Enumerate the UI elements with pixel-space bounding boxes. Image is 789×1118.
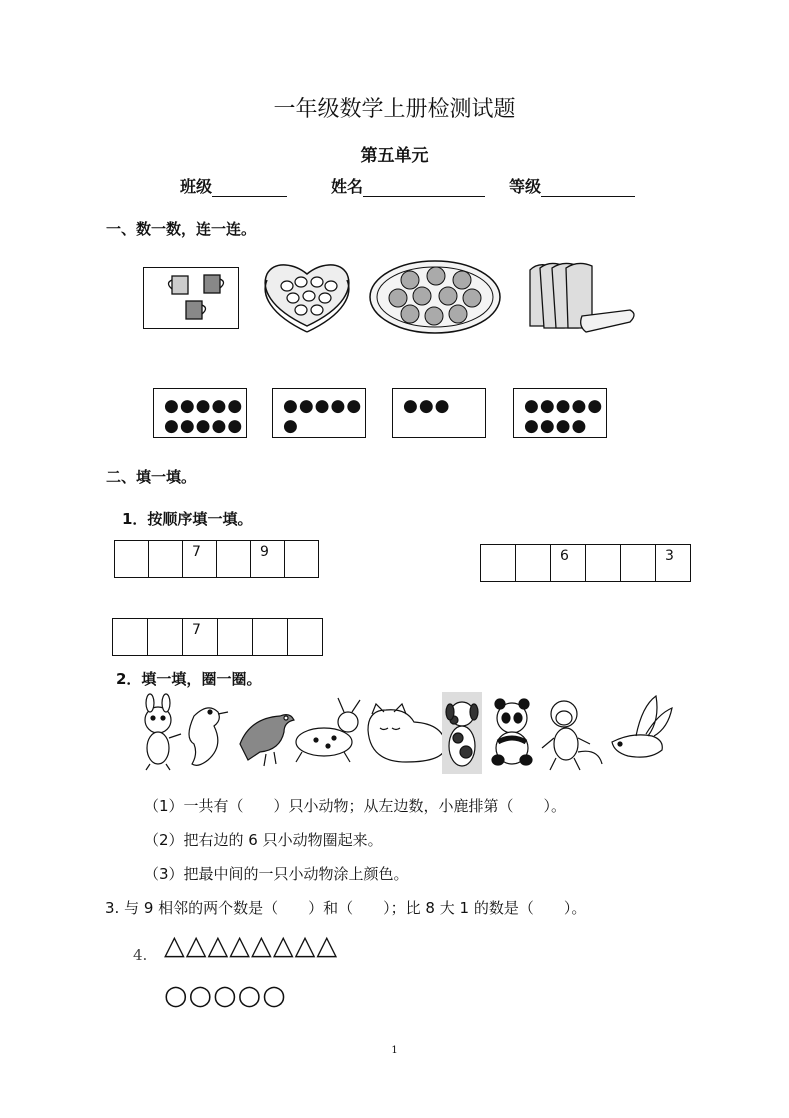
class-field [180,174,287,197]
dot-box-4[interactable] [513,388,607,438]
sequence-cell[interactable] [621,545,656,582]
sequence-cell: 6 [551,545,586,582]
dot-row: ●●● [403,396,451,416]
dot-row: ●●●●● [524,396,604,416]
page-number: 1 [391,1045,398,1056]
q2-item-1: （1）一共有（ ）只小动物；从左边数，小鹿排第（ ）。 [144,797,567,815]
triangles-row: △△△△△△△△ [164,930,339,961]
q3-text: 3. 与 9 相邻的两个数是（ ）和（ ）；比 8 大 1 的数是（ ）。 [105,899,587,917]
sequence-cell[interactable] [217,541,251,578]
sequence-cell[interactable] [253,619,288,656]
sequence-cell[interactable] [149,541,183,578]
section2-heading: 二、填一填。 [106,468,197,486]
dog-icon [442,692,482,774]
squirrel-icon [145,694,181,770]
class-blank[interactable] [212,178,287,197]
sequence-cell[interactable] [218,619,253,656]
unit-subtitle: 第五单元 [360,146,429,166]
sequence-cell: 9 [251,541,285,578]
pigeon-icon [240,715,294,766]
class-label: 班级 [180,177,213,196]
sequence-cell[interactable] [586,545,621,582]
grade-label: 等级 [509,177,542,196]
dot-box-2[interactable] [272,388,366,438]
bird-icon [612,696,672,757]
name-blank[interactable] [363,178,485,197]
cups-picture [143,267,239,329]
q2-item-3: （3）把最中间的一只小动物涂上颜色。 [144,865,409,883]
sequence-cell[interactable] [115,541,149,578]
cat-icon [368,704,446,762]
dot-row: ● [283,416,299,436]
grade-blank[interactable] [541,178,635,197]
circles-row: ○○○○○ [164,980,287,1011]
panda-icon [492,699,532,765]
sequence-cell[interactable] [481,545,516,582]
grade-field [509,174,635,197]
sequence-cell: 7 [183,619,218,656]
section1-heading: 一、数一数，连一连。 [106,220,257,238]
q2-label: 2．填一填，圈一圈。 [116,670,262,688]
deer-icon [296,698,360,762]
dot-row: ●●●● [524,416,588,436]
dot-box-1[interactable] [153,388,247,438]
sequence-cell[interactable] [113,619,148,656]
sequence-table-b [480,544,691,582]
cup-icon [169,275,224,319]
sequence-cell[interactable] [285,541,319,578]
sequence-cell[interactable] [288,619,323,656]
sequence-cell[interactable] [516,545,551,582]
name-label: 姓名 [331,177,364,196]
sequence-table-a [114,540,319,578]
animals-row-picture [136,690,684,776]
sequence-cell: 7 [183,541,217,578]
q2-item-2: （2）把右边的 6 只小动物圈起来。 [144,831,383,849]
page-title: 一年级数学上册检测试题 [273,97,516,122]
dot-box-3[interactable] [392,388,486,438]
bread-picture [522,260,640,336]
q1-label: 1．按顺序填一填。 [122,510,253,528]
orange-plate-picture [368,258,503,336]
name-field [331,174,485,197]
monkey-icon [542,701,602,770]
sequence-cell: 3 [656,545,691,582]
seal-icon [189,708,228,766]
dot-row: ●●●●● [283,396,363,416]
q4-label: 4. [133,946,148,964]
sequence-cell[interactable] [148,619,183,656]
dot-row: ●●●●● [164,396,244,416]
chocolate-box-picture [259,258,355,334]
dot-row: ●●●●● [164,416,244,436]
sequence-table-c [112,618,323,656]
